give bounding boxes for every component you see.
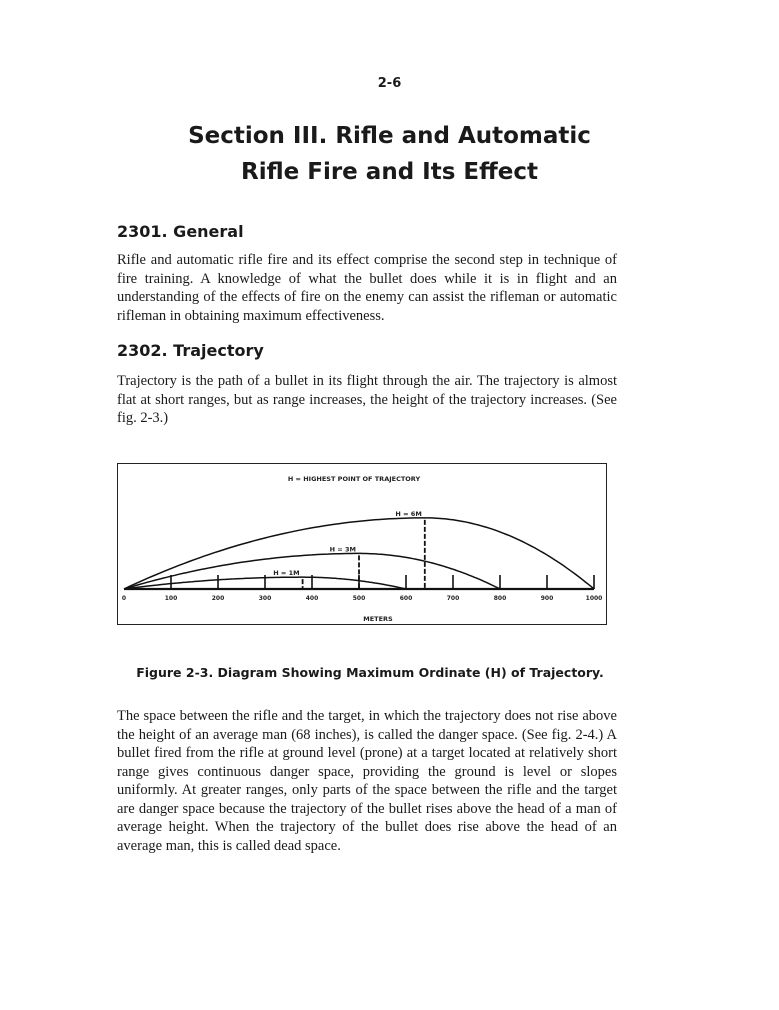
trajectory-label: H = 3M <box>329 545 356 554</box>
x-tick-label: 100 <box>164 595 178 602</box>
trajectory-chart <box>118 464 605 623</box>
figure-caption: Figure 2-3. Diagram Showing Maximum Ordinate (H) of Trajectory. <box>136 665 604 680</box>
x-tick-label: 300 <box>258 595 272 602</box>
paragraph-general: Rifle and automatic rifle fire and its effect comprise the second step in technique of fire training. A knowledge of what the bullet does while it is in flight and an understanding of the effects of fire on the enemy can assist the rifleman or automatic rifleman in obtaining maximum effectiveness. <box>117 252 617 324</box>
x-tick-label: 900 <box>540 595 554 602</box>
trajectory-label: H = 6M <box>395 509 422 518</box>
x-tick-label: 700 <box>446 595 460 602</box>
x-tick-label: 600 <box>399 595 413 602</box>
chart-xlabel: METERS <box>363 615 393 623</box>
heading-trajectory: 2302. Trajectory <box>117 341 264 360</box>
section-title <box>0 118 779 190</box>
chart-title: H = HIGHEST POINT OF TRAJECTORY <box>287 475 421 483</box>
x-tick-label: 800 <box>493 595 507 602</box>
x-tick-label: 0 <box>121 595 127 602</box>
x-tick-label: 400 <box>305 595 319 602</box>
x-tick-label: 1000 <box>585 595 603 602</box>
section-title-line-2: Rifle Fire and Its Effect <box>241 159 538 185</box>
section-title-line-1: Section III. Rifle and Automatic <box>188 123 591 149</box>
heading-general: 2301. General <box>117 222 244 241</box>
trajectory-figure <box>117 463 607 625</box>
paragraph-trajectory: Trajectory is the path of a bullet in its flight through the air. The trajectory is almost flat at short ranges, but as range increases, the height of the trajectory increases. (See fig. 2-3.) <box>117 373 617 426</box>
x-tick-label: 500 <box>352 595 366 602</box>
paragraph-danger-space: The space between the rifle and the target, in which the trajectory does not rise above the height of an average man (68 inches), is called the danger space. (See fig. 2-4.) A bullet fired from the rifle at ground level (prone) at a target located at relatively short range gives continuous danger space, providing the ground is level or slopes uniformly. At greater ranges, only parts of the space between the rifle and the target are danger space because the trajectory of the bullet rises above the head of a man of average height. When the trajectory of the bullet does rise above the head of an average man, this is called dead space. <box>117 708 617 854</box>
page-number: 2-6 <box>377 76 402 91</box>
x-tick-label: 200 <box>211 595 225 602</box>
trajectory-label: H = 1M <box>273 569 300 578</box>
